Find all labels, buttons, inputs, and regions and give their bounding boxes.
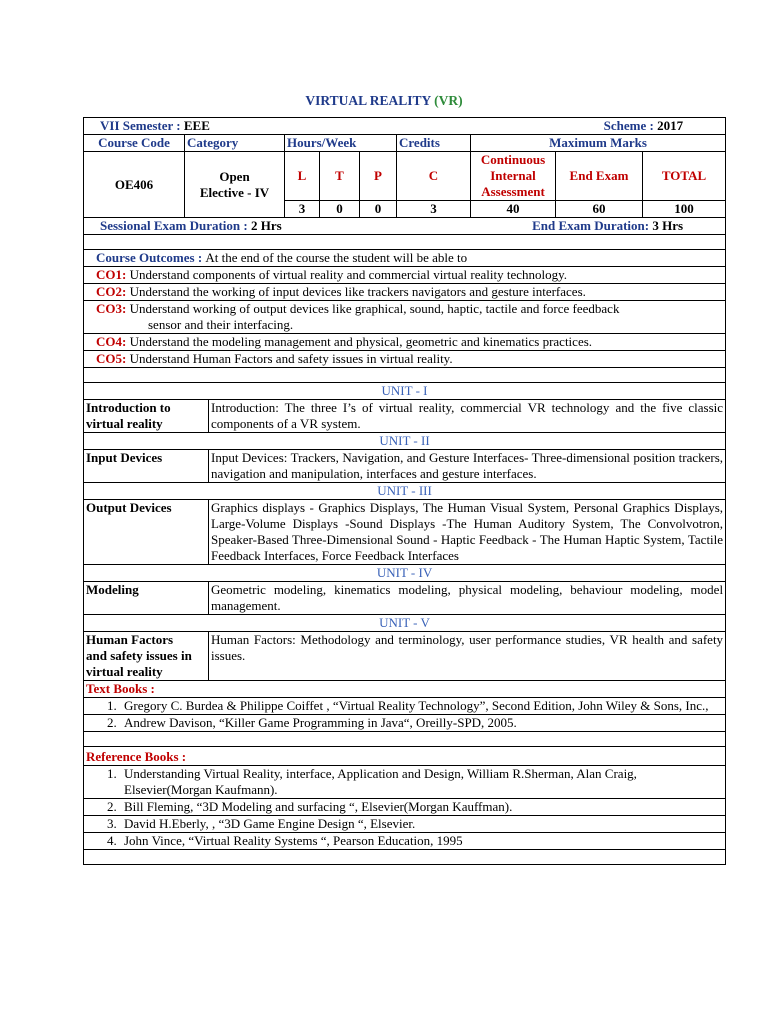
spacer-row [84,235,726,250]
col-credits: Credits [397,135,471,152]
label-cia: Continuous Internal Assessment [471,152,556,201]
spacer-row [84,732,726,747]
col-category: Category [185,135,285,152]
reference-item: 4. John Vince, “Virtual Reality Systems “, Pearson Education, 1995 [120,833,723,849]
unit-row [84,450,726,483]
col-course-code: Course Code [84,135,185,152]
value-p: 0 [360,201,397,218]
unit-row [84,582,726,615]
unit-heading-row: UNIT - III [84,483,726,500]
textbook-item: 2. Andrew Davison, “Killer Game Programming in Java“, Oreilly-SPD, 2005. [120,715,723,731]
column-header-row [84,135,726,152]
col-hours: Hours/Week [285,135,397,152]
course-code: OE406 [84,152,185,218]
label-c: C [397,152,471,201]
unit-row [84,632,726,681]
title-main: VIRTUAL REALITY [305,93,435,108]
end-exam-duration: End Exam Duration: 3 Hrs [532,218,684,233]
label-p: P [360,152,397,201]
label-t: T [320,152,360,201]
outcome-row: CO4: Understand the modeling management and physical, geometric and kinematics practices. [84,334,726,351]
reference-row [84,833,726,850]
unit-heading-row: UNIT - IV [84,565,726,582]
duration-row [84,218,726,235]
outcome-row: CO5: Understand Human Factors and safety issues in virtual reality. [84,351,726,368]
value-t: 0 [320,201,360,218]
unit-content: Geometric modeling, kinematics modeling, physical modeling, behaviour modeling, model management. [209,582,726,615]
unit-heading-row: UNIT - I [84,383,726,400]
title-abbr: (VR) [434,93,463,108]
value-total: 100 [643,201,726,218]
unit-row [84,500,726,565]
textbook-row [84,698,726,715]
semester: VII Semester : EEE [100,118,210,133]
unit-topic: Input Devices [84,450,209,483]
references-heading-row [84,747,726,766]
category: Open Elective - IV [185,152,285,218]
unit-topic: Introduction to virtual reality [84,400,209,433]
spacer-row [84,368,726,383]
label-total: TOTAL [643,152,726,201]
spacer-row [84,850,726,865]
unit-row [84,400,726,433]
page-title [0,93,768,109]
outcome-row: CO1: Understand components of virtual reality and commercial virtual reality technology. [84,267,726,284]
col-max-marks: Maximum Marks [471,135,726,152]
value-end: 60 [556,201,643,218]
value-c: 3 [397,201,471,218]
label-end-exam: End Exam [556,152,643,201]
unit-topic: Output Devices [84,500,209,565]
textbooks-heading: Text Books : [84,681,726,698]
references-heading: Reference Books : [84,747,726,766]
value-cia: 40 [471,201,556,218]
outcomes-heading-row [84,250,726,267]
textbook-item: 1. Gregory C. Burdea & Philippe Coiffet , “Virtual Reality Technology”, Second Edition, John Wiley & Sons, Inc., [120,698,723,714]
semester-row [84,118,726,135]
unit-heading-row: UNIT - II [84,433,726,450]
reference-row [84,766,726,799]
reference-item: 3. David H.Eberly, , “3D Game Engine Design “, Elsevier. [120,816,723,832]
sessional-duration: Sessional Exam Duration : 2 Hrs [100,218,282,233]
unit-content: Human Factors: Methodology and terminology, user performance studies, VR health and safety issues. [209,632,726,681]
course-info-row [84,152,726,201]
unit-topic: Modeling [84,582,209,615]
unit-heading-row: UNIT - V [84,615,726,632]
outcomes-intro: At the end of the course the student will be able to [205,250,468,265]
label-l: L [285,152,320,201]
textbook-row [84,715,726,732]
unit-content: Graphics displays - Graphics Displays, The Human Visual System, Personal Graphics Displays, Large-Volume Displays -Sound Displays -The Human Auditory System, The Convolvotron, Speaker-Based Three-Dimensional Sound - Haptic Feedback - The Human Haptic System, Tactile Feedback Interfaces, Force Feedback Interfaces [209,500,726,565]
reference-row [84,799,726,816]
unit-content: Input Devices: Trackers, Navigation, and Gesture Interfaces- Three-dimensional position trackers, navigation and manipulation, interfaces and gesture interfaces. [209,450,726,483]
outcome-row: CO3: Understand working of output devices like graphical, sound, haptic, tactile and force feedback sensor and their interfacing. [84,301,726,334]
textbooks-heading-row [84,681,726,698]
syllabus-table [83,117,726,865]
scheme: Scheme : 2017 [603,118,684,133]
outcome-row: CO2: Understand the working of input devices like trackers navigators and gesture interfaces. [84,284,726,301]
unit-topic: Human Factors and safety issues in virtual reality [84,632,209,681]
reference-item: 1. Understanding Virtual Reality, interface, Application and Design, William R.Sherman, Alan Craig, Elsevier(Morgan Kaufmann). [120,766,693,798]
reference-item: 2. Bill Fleming, “3D Modeling and surfacing “, Elsevier(Morgan Kauffman). [120,799,723,815]
reference-row [84,816,726,833]
unit-content: Introduction: The three I’s of virtual reality, commercial VR technology and the five classic components of a VR system. [209,400,726,433]
value-l: 3 [285,201,320,218]
outcomes-heading: Course Outcomes : [96,250,206,265]
